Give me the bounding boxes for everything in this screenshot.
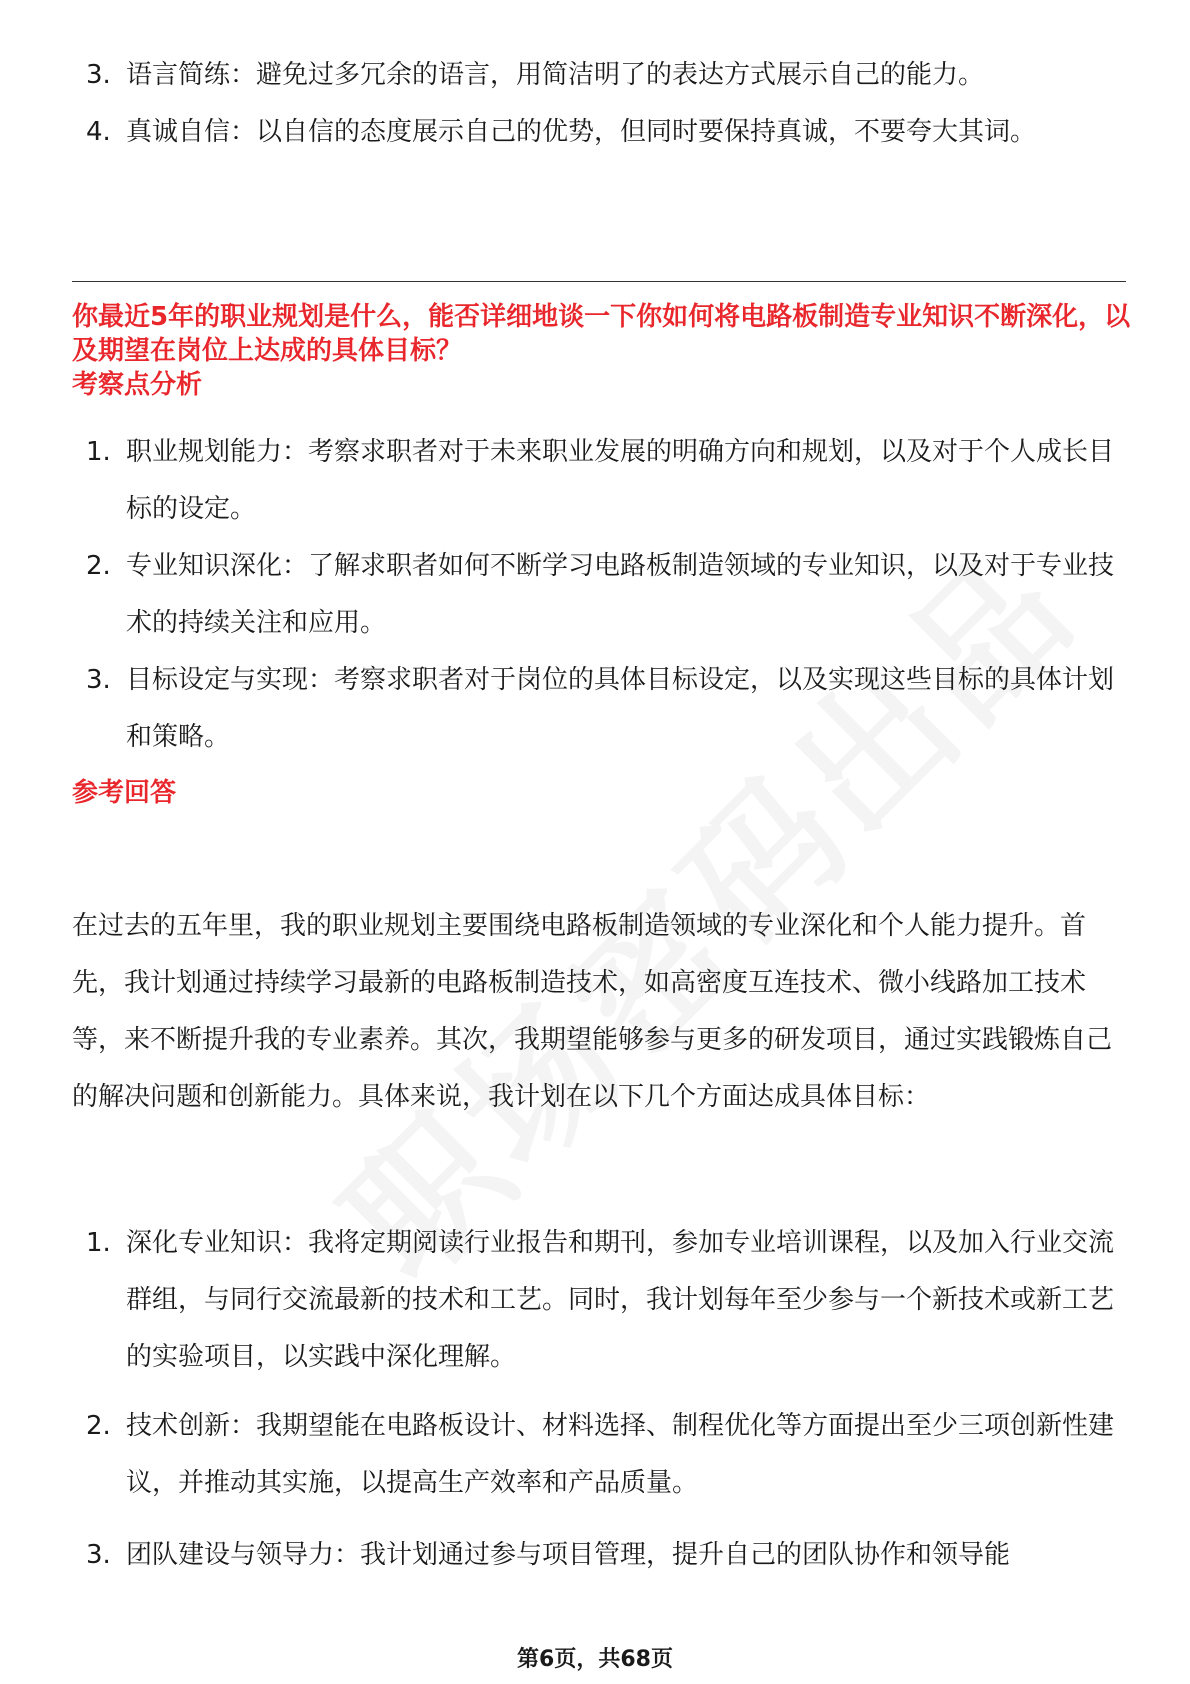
- answer-list-item-2: [86, 1398, 1126, 1512]
- list-item: [86, 47, 1126, 104]
- list-item: [86, 1215, 1126, 1386]
- analysis-list: [86, 424, 1126, 766]
- list-item: [86, 652, 1126, 766]
- answer-list-item-3: [86, 1527, 1126, 1584]
- list-text: 目标设定与实现：考察求职者对于岗位的具体目标设定，以及实现这些目标的具体计划和策略。: [126, 665, 1115, 752]
- analysis-heading: 考察点分析: [72, 370, 203, 400]
- list-number: 1.: [86, 1228, 111, 1258]
- section-divider: [72, 281, 1126, 282]
- list-number: 2.: [86, 1411, 111, 1441]
- list-text: 职业规划能力：考察求职者对于未来职业发展的明确方向和规划，以及对于个人成长目标的设定。: [126, 437, 1115, 524]
- top-list: [86, 47, 1126, 161]
- list-number: 3.: [86, 1540, 111, 1570]
- question-title: 你最近5年的职业规划是什么，能否详细地谈一下你如何将电路板制造专业知识不断深化，以及期望在岗位上达成的具体目标？: [72, 302, 1131, 366]
- list-item: [86, 104, 1126, 161]
- answer-heading: 参考回答: [72, 778, 177, 808]
- list-text: 团队建设与领导力：我计划通过参与项目管理，提升自己的团队协作和领导能: [126, 1540, 1011, 1570]
- list-item: [86, 1398, 1126, 1512]
- list-number: 4.: [86, 117, 111, 147]
- list-number: 3.: [86, 60, 111, 90]
- list-text: 语言简练：避免过多冗余的语言，用简洁明了的表达方式展示自己的能力。: [126, 60, 985, 90]
- list-number: 3.: [86, 665, 111, 695]
- page-number: 第6页，共68页: [517, 1647, 673, 1672]
- list-item: [86, 1527, 1126, 1584]
- list-item: [86, 424, 1126, 538]
- list-text: 深化专业知识：我将定期阅读行业报告和期刊，参加专业培训课程，以及加入行业交流群组，与同行交流最新的技术和工艺。同时，我计划每年至少参与一个新技术或新工艺的实验项目，以实践中深化理解。: [126, 1228, 1115, 1372]
- list-text: 专业知识深化：了解求职者如何不断学习电路板制造领域的专业知识，以及对于专业技术的持续关注和应用。: [126, 551, 1115, 638]
- list-text: 技术创新：我期望能在电路板设计、材料选择、制程优化等方面提出至少三项创新性建议，并推动其实施，以提高生产效率和产品质量。: [126, 1411, 1115, 1498]
- list-number: 2.: [86, 551, 111, 581]
- answer-paragraph: 在过去的五年里，我的职业规划主要围绕电路板制造领域的专业深化和个人能力提升。首先，我计划通过持续学习最新的电路板制造技术，如高密度互连技术、微小线路加工技术等，来不断提升我的专业素养。其次，我期望能够参与更多的研发项目，通过实践锻炼自己的解决问题和创新能力。具体来说，我计划在以下几个方面达成具体目标：: [72, 911, 1113, 1112]
- list-text: 真诚自信：以自信的态度展示自己的优势，但同时要保持真诚，不要夸大其词。: [126, 117, 1037, 147]
- answer-list-item-1: [86, 1215, 1126, 1386]
- list-item: [86, 538, 1126, 652]
- list-number: 1.: [86, 437, 111, 467]
